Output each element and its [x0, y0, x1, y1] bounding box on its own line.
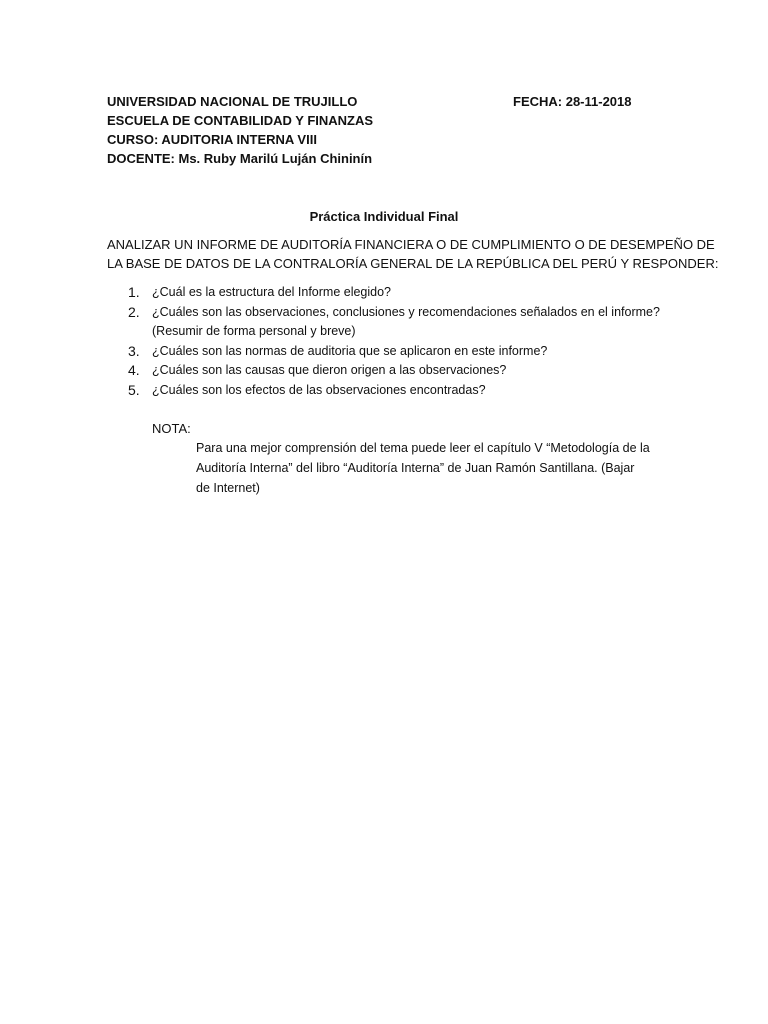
note-line: de Internet) [196, 481, 260, 495]
question-item [107, 303, 677, 342]
question-number: 5. [128, 381, 140, 398]
header-school: ESCUELA DE CONTABILIDAD Y FINANZAS [107, 113, 374, 128]
question-text: ¿Cuál es la estructura del Informe elegido? [152, 285, 392, 299]
question-text: ¿Cuáles son las normas de auditoria que se aplicaron en este informe? [152, 343, 548, 358]
question-number: 4. [128, 362, 140, 378]
header-date: FECHA: 28-11-2018 [513, 94, 632, 109]
question-text: ¿Cuáles son las observaciones, conclusiones y recomendaciones señalados en el informe? [152, 304, 660, 319]
header-teacher: DOCENTE: Ms. Ruby Marilú Luján Chininín [107, 151, 373, 166]
note-line: Auditoría Interna” del libro “Auditoría Interna” de Juan Ramón Santillana. (Bajar [196, 461, 635, 475]
question-item [107, 283, 677, 303]
header-university: UNIVERSIDAD NACIONAL DE TRUJILLO [107, 94, 358, 109]
question-item [107, 361, 677, 381]
question-item [107, 342, 677, 362]
header-course: CURSO: AUDITORIA INTERNA VIII [107, 132, 317, 147]
question-number: 2. [128, 303, 140, 320]
question-text: ¿Cuáles son las causas que dieron origen a las observaciones? [152, 363, 507, 377]
document-title: Práctica Individual Final [309, 209, 459, 224]
question-list [107, 283, 677, 400]
question-item [107, 381, 677, 401]
note-body [196, 438, 676, 498]
instruction-line: ANALIZAR UN INFORME DE AUDITORÍA FINANCIERA O DE CUMPLIMIENTO O DE DESEMPEÑO DE [107, 237, 715, 252]
note-line: Para una mejor comprensión del tema puede leer el capítulo V “Metodología de la [196, 441, 650, 455]
question-text: ¿Cuáles son los efectos de las observaciones encontradas? [152, 382, 486, 397]
instruction-line: LA BASE DE DATOS DE LA CONTRALORÍA GENERAL DE LA REPÚBLICA DEL PERÚ Y RESPONDER: [107, 256, 719, 271]
question-number: 3. [128, 342, 140, 359]
instruction-paragraph [107, 235, 719, 273]
note-label: NOTA: [152, 421, 191, 436]
question-subtext: (Resumir de forma personal y breve) [152, 324, 356, 338]
question-number: 1. [128, 284, 140, 300]
